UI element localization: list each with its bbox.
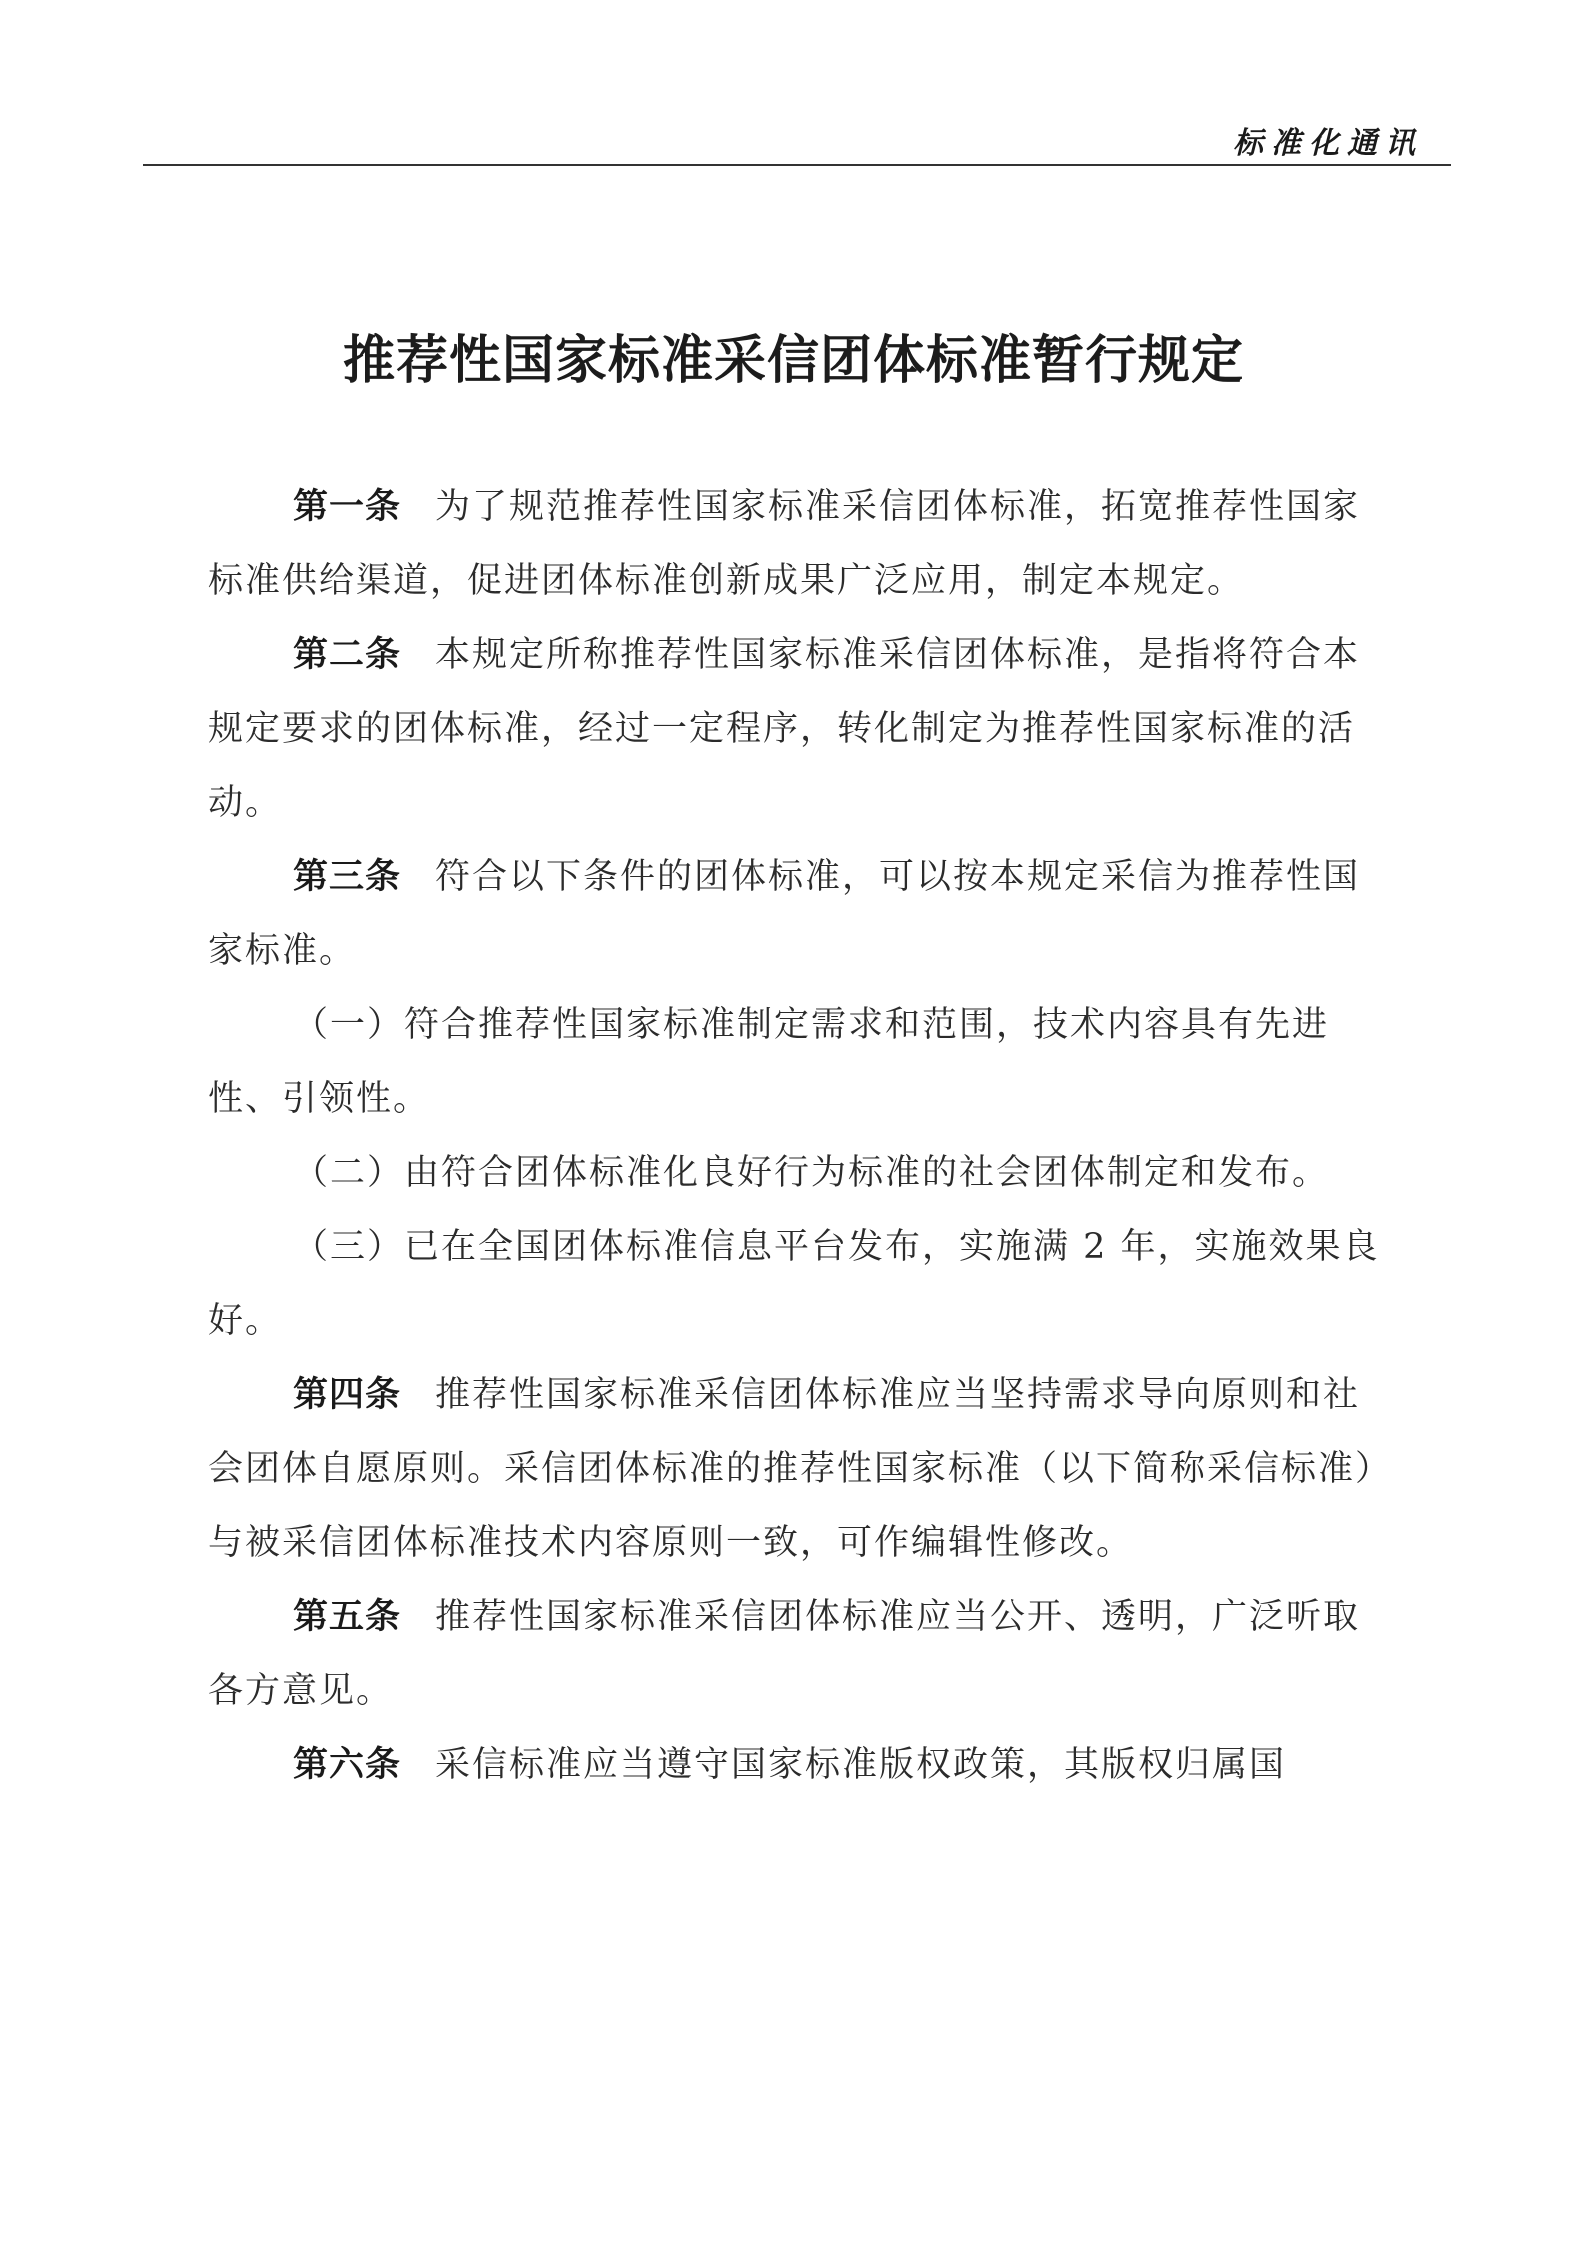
clause-text: （三）已在全国团体标准信息平台发布，实施满 2 年，实施效果良好。 bbox=[208, 1227, 1380, 1341]
article-4 bbox=[208, 1358, 1380, 1580]
article-number: 第三条 bbox=[293, 857, 402, 897]
article-number: 第五条 bbox=[293, 1597, 402, 1637]
clause-3 bbox=[208, 1210, 1380, 1358]
article-1 bbox=[208, 470, 1380, 618]
document-body bbox=[208, 470, 1380, 1802]
clause-2 bbox=[208, 1136, 1380, 1210]
article-text: 推荐性国家标准采信团体标准应当坚持需求导向原则和社会团体自愿原则。采信团体标准的推荐性国家标准（以下简称采信标准）与被采信团体标准技术内容原则一致，可作编辑性修改。 bbox=[208, 1375, 1375, 1563]
article-2 bbox=[208, 618, 1380, 840]
article-text: 采信标准应当遵守国家标准版权政策，其版权归属国 bbox=[435, 1745, 1287, 1785]
page-header bbox=[143, 110, 1451, 166]
article-number: 第六条 bbox=[293, 1745, 402, 1785]
clause-text: （一）符合推荐性国家标准制定需求和范围，技术内容具有先进性、引领性。 bbox=[208, 1005, 1330, 1119]
publication-name: 标准化通讯 bbox=[1233, 126, 1423, 161]
article-3 bbox=[208, 840, 1380, 988]
article-text: 符合以下条件的团体标准，可以按本规定采信为推荐性国家标准。 bbox=[208, 857, 1361, 971]
clause-text: （二）由符合团体标准化良好行为标准的社会团体制定和发布。 bbox=[293, 1153, 1330, 1193]
clause-1 bbox=[208, 988, 1380, 1136]
document-title: 推荐性国家标准采信团体标准暂行规定 bbox=[342, 331, 1244, 391]
article-5 bbox=[208, 1580, 1380, 1728]
article-number: 第四条 bbox=[293, 1375, 402, 1415]
article-text: 为了规范推荐性国家标准采信团体标准，拓宽推荐性国家标准供给渠道，促进团体标准创新成果广泛应用，制定本规定。 bbox=[208, 487, 1361, 601]
article-number: 第一条 bbox=[293, 487, 402, 527]
article-text: 本规定所称推荐性国家标准采信团体标准，是指将符合本规定要求的团体标准，经过一定程序，转化制定为推荐性国家标准的活动。 bbox=[208, 635, 1361, 823]
article-text: 推荐性国家标准采信团体标准应当公开、透明，广泛听取各方意见。 bbox=[208, 1597, 1361, 1711]
article-6 bbox=[208, 1728, 1380, 1802]
article-number: 第二条 bbox=[293, 635, 402, 675]
